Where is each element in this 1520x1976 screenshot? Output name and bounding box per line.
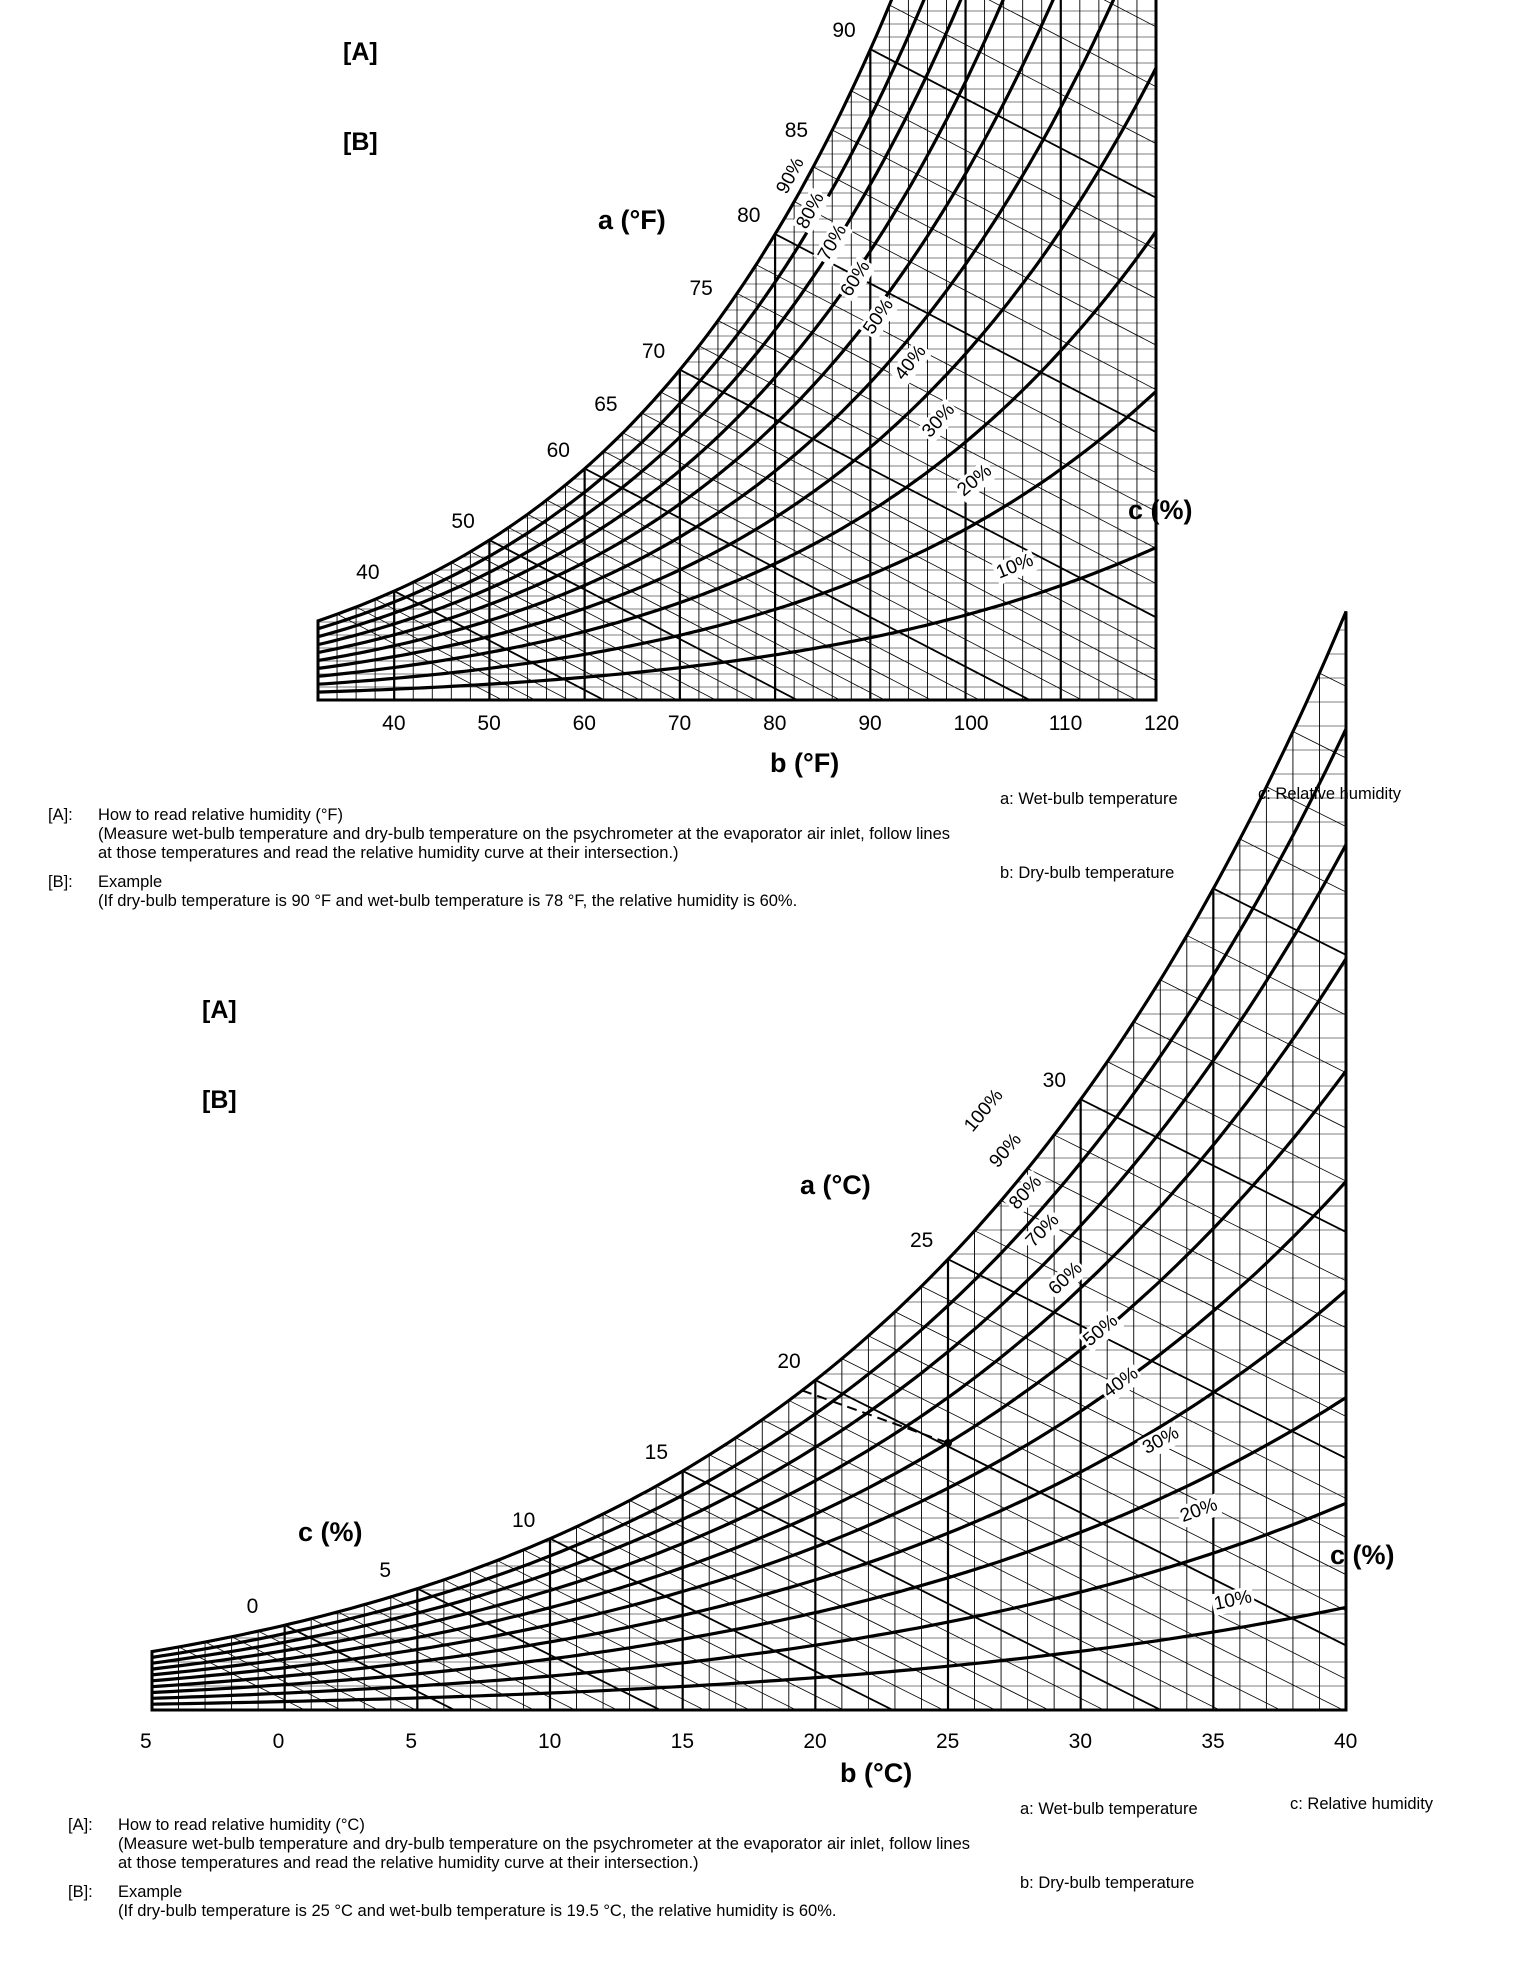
c1-rh-label: 30% (917, 398, 961, 444)
c2-rh-curve-60 (152, 1071, 1346, 1675)
c1-x-tick: 60 (572, 712, 596, 735)
c2-rh-label: 70% (1021, 1208, 1066, 1254)
c1-wetbulb-tick: 85 (784, 118, 809, 142)
c2-wetbulb-tick: 15 (644, 1440, 669, 1464)
chart-c-note-a (68, 1816, 988, 1873)
chart-c-note-b (68, 1883, 988, 1921)
chart-c-legend-b: b: Dry-bulb temperature (1020, 1874, 1195, 1892)
c2-example-point (944, 1439, 952, 1447)
c2-wetbulb-line (1319, 673, 1520, 786)
c1-x-tick: 100 (953, 712, 989, 735)
chart-f-tag-a: [A] (343, 38, 378, 66)
c2-grid (152, 0, 1520, 1976)
c2-rh-label: 40% (1098, 1362, 1145, 1405)
chart-c-legend-a: a: Wet-bulb temperature (1020, 1800, 1198, 1818)
c2-rh-label: 10% (1210, 1586, 1256, 1616)
c2-wetbulb-tick: 30 (1042, 1069, 1067, 1093)
chart-c-note-b-text: (If dry-bulb temperature is 25 °C and wet-bulb temperature is 19.5 °C, the relative humidity is 60%. (118, 1902, 837, 1920)
c2-wetbulb-tick: 25 (910, 1229, 934, 1253)
c2-x-tick: 25 (936, 1730, 960, 1753)
c2-wetbulb-line (1134, 1022, 1520, 1228)
chart-f-note-a-heading: How to read relative humidity (°F) (98, 806, 344, 824)
c2-wetbulb-line (1293, 731, 1520, 858)
c1-x-tick: 40 (382, 712, 406, 735)
c1-rh-label: 50% (858, 293, 900, 340)
c1-rh-label: 90% (771, 152, 810, 199)
chart-c-series-label-right: c (%) (1330, 1540, 1395, 1570)
chart-f-note-b-text: (If dry-bulb temperature is 90 °F and wet-bulb temperature is 78 °F, the relative humidity is 60%. (98, 892, 798, 910)
c2-rh-label: 20% (1176, 1493, 1223, 1528)
c1-wetbulb-tick: 90 (832, 19, 856, 43)
c2-wetbulb-line (762, 1420, 1520, 1812)
c1-x-tick: 80 (763, 712, 787, 735)
c2-rh-label: 100% (959, 1084, 1010, 1138)
c1-rh-label: 20% (952, 459, 998, 503)
c1-x-tick: 120 (1144, 712, 1180, 735)
chart-f-note-a-text: (Measure wet-bulb temperature and dry-bulb temperature on the psychrometer at the evaporator air inlet, follow lines at those temperatures and read the relative humidity curve at their intersection.) (98, 825, 951, 862)
c2-wetbulb-line (1240, 839, 1520, 992)
chart-c-note-b-key: [B]: (68, 1883, 93, 1901)
c2-wetbulb-line (1107, 1062, 1520, 1281)
c1-rh-label: 80% (791, 187, 830, 234)
c2-rh-label: 80% (1004, 1170, 1048, 1216)
c1-rh-label: 60% (836, 255, 877, 302)
c2-wetbulb-tick: 5 (379, 1558, 392, 1582)
chart-c-notes (68, 1816, 988, 1931)
chart-c-note-a-text: (Measure wet-bulb temperature and dry-bulb temperature on the psychrometer at the evaporator air inlet, follow lines at those temperatures and read the relative humidity curve at their intersection.) (118, 1835, 971, 1872)
chart-c-note-a-heading: How to read relative humidity (°C) (118, 1816, 365, 1834)
c1-x-tick: 110 (1048, 712, 1083, 735)
chart-f-legend-c: c: Relative humidity (1258, 785, 1402, 803)
c1-x-tick: 90 (858, 712, 882, 735)
c1-wetbulb-tick: 75 (689, 277, 713, 301)
chart-c-note-b-heading: Example (118, 1883, 183, 1901)
c1-rh-label: 40% (889, 340, 932, 387)
chart-f-legend-a: a: Wet-bulb temperature (1000, 790, 1178, 808)
c2-wetbulb-tick: 0 (246, 1595, 259, 1619)
c1-wetbulb-tick: 65 (594, 393, 618, 417)
c1-x-tick: 70 (667, 712, 692, 735)
c2-x-tick: 5 (405, 1730, 418, 1753)
c2-wetbulb-tick: 10 (512, 1508, 536, 1532)
chart-f-ylabel: a (°F) (598, 205, 666, 235)
chart-c-xlabel: b (°C) (840, 1758, 913, 1788)
c1-rh-label: 70% (813, 219, 853, 266)
c1-wetbulb-tick: 40 (356, 561, 380, 585)
c2-rh-label: 90% (984, 1128, 1028, 1174)
chart-c-tag-a: [A] (202, 996, 237, 1024)
c2-wetbulb-line (1346, 611, 1520, 711)
c2-x-tick: 10 (538, 1730, 562, 1753)
chart-c-ylabel: a (°C) (800, 1170, 871, 1200)
chart-f-series-label: c (%) (1128, 495, 1193, 525)
c1-wetbulb-tick: 80 (737, 204, 761, 228)
c2-wetbulb-line (948, 1259, 1520, 1558)
c2-x-tick: 40 (1334, 1730, 1358, 1753)
chart-f-xlabel: b (°F) (770, 748, 840, 778)
chart-c-legend-c: c: Relative humidity (1290, 1795, 1434, 1813)
chart-f-note-b-key: [B]: (48, 873, 73, 891)
c2-x-tick: 35 (1201, 1730, 1225, 1753)
chart-f-legend-b: b: Dry-bulb temperature (1000, 864, 1175, 882)
c2-x-tick: 0 (272, 1730, 285, 1753)
chart-c-tag-b: [B] (202, 1086, 237, 1114)
chart-c-series-label-left: c (%) (298, 1517, 363, 1547)
c2-rh-label: 30% (1137, 1421, 1184, 1460)
c1-rh-label: 10% (991, 549, 1038, 585)
c1-wetbulb-tick: 50 (451, 510, 475, 533)
c2-x-tick: 30 (1068, 1730, 1093, 1753)
c2-x-tick: 20 (803, 1730, 827, 1753)
c2-wetbulb-line (1266, 787, 1520, 927)
c2-x-tick: 15 (670, 1730, 695, 1753)
c2-rh-label: 60% (1043, 1256, 1089, 1301)
c2-rh-label: 50% (1078, 1309, 1124, 1353)
c1-wetbulb-tick: 70 (641, 339, 666, 363)
chart-f-tag-b: [B] (343, 128, 378, 156)
c1-wetbulb-tick: 60 (546, 438, 570, 462)
chart-c-note-a-key: [A]: (68, 1816, 93, 1834)
c2-rh-curve-70 (152, 959, 1346, 1669)
c1-x-tick: 50 (477, 712, 501, 735)
c2-x-tick: 5 (140, 1730, 152, 1753)
c2-wetbulb-tick: 20 (777, 1350, 801, 1374)
chart-f-note-a-key: [A]: (48, 806, 73, 824)
chart-f-note-b-heading: Example (98, 873, 163, 891)
